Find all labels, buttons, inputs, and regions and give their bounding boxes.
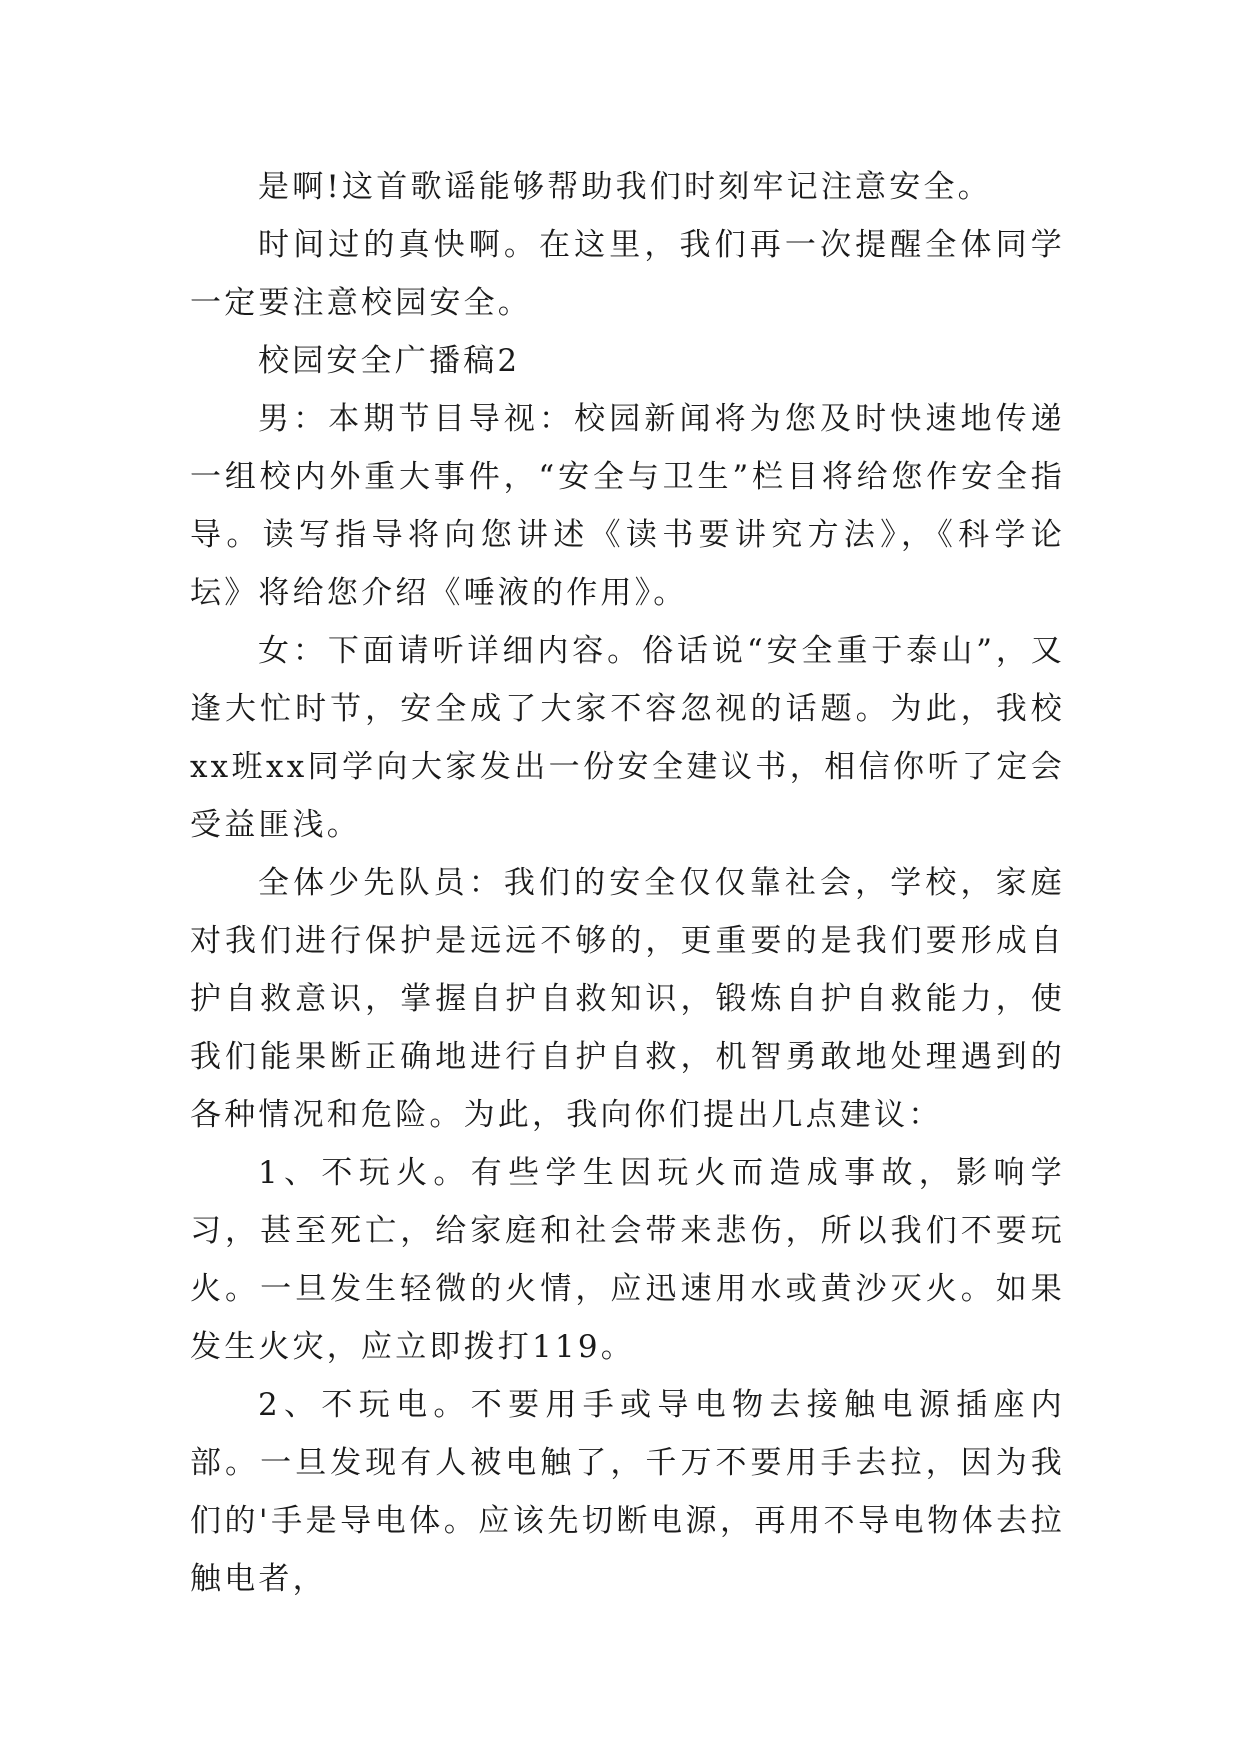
list-item: 2、不玩电。不要用手或导电物去接触电源插座内部。一旦发现有人被电触了，千万不要用手去拉，因为我们的'手是导电体。应该先切断电源，再用不导电物体去拉触电者，: [190, 1387, 1065, 1597]
paragraph: 时间过的真快啊。在这里，我们再一次提醒全体同学一定要注意校园安全。: [190, 227, 1065, 321]
list-item: 1、不玩火。有些学生因玩火而造成事故，影响学习，甚至死亡，给家庭和社会带来悲伤，所以我们不要玩火。一旦发生轻微的火情，应迅速用水或黄沙灭火。如果发生火灾，应立即拨打119。: [190, 1155, 1065, 1365]
paragraph: 全体少先队员：我们的安全仅仅靠社会，学校，家庭对我们进行保护是远远不够的，更重要的是我们要形成自护自救意识，掌握自护自救知识，锻炼自护自救能力，使我们能果断正确地进行自护自救，机智勇敢地处理遇到的各种情况和危险。为此，我向你们提出几点建议：: [190, 865, 1065, 1133]
paragraph: 男：本期节目导视：校园新闻将为您及时快速地传递一组校内外重大事件，“安全与卫生”栏目将给您作安全指导。读写指导将向您讲述《读书要讲究方法》，《科学论坛》将给您介绍《唾液的作用》。: [190, 401, 1065, 611]
paragraph: 是啊!这首歌谣能够帮助我们时刻牢记注意安全。: [258, 169, 992, 205]
document-body: [190, 158, 1065, 1608]
section-heading: 校园安全广播稿2: [258, 343, 521, 379]
paragraph: 女：下面请听详细内容。俗话说“安全重于泰山”，又逢大忙时节，安全成了大家不容忽视的话题。为此，我校xx班xx同学向大家发出一份安全建议书，相信你听了定会受益匪浅。: [190, 633, 1065, 843]
